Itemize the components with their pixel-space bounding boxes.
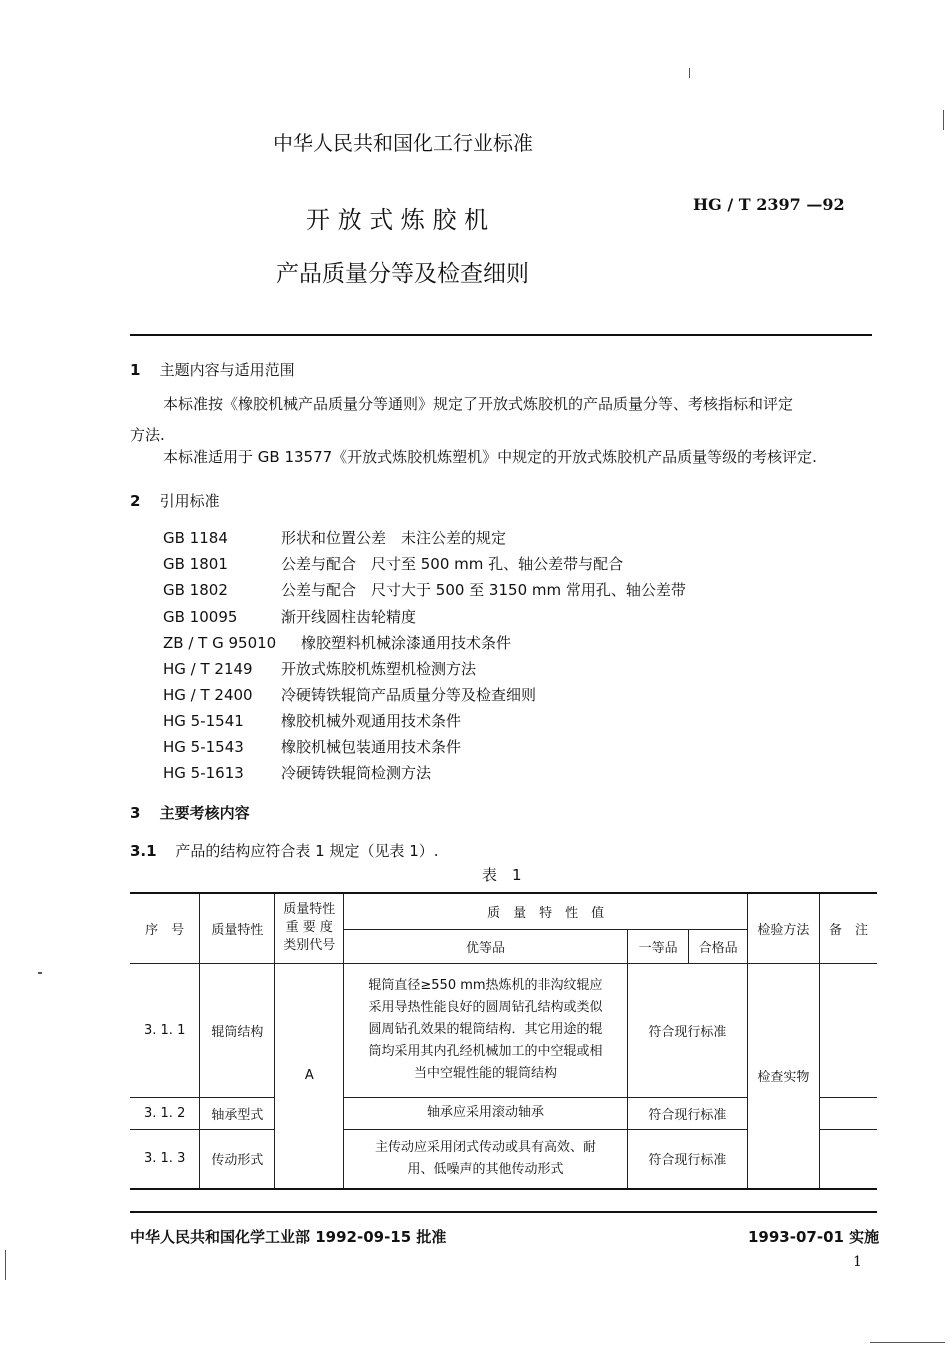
- reference-code: HG 5-1613: [163, 764, 244, 782]
- shared-inspection-method: 检查实物: [747, 963, 819, 1189]
- scan-artifact-mark: [5, 1250, 6, 1280]
- page-number: 1: [853, 1254, 862, 1270]
- header-category-line-3: 类别代号: [283, 938, 336, 954]
- section-1-para-1-line-1: 本标准按《橡胶机械产品质量分等通则》规定了开放式炼胶机的产品质量分等、考核指标和评定: [163, 395, 794, 413]
- row-seq: 3. 1. 1: [130, 963, 200, 1097]
- requirement-line: 主传动应采用闭式传动或具有高效、耐: [374, 1139, 596, 1155]
- row-superior-requirement: [344, 963, 628, 1097]
- table-caption: 表 1: [482, 866, 522, 884]
- approval-line: 中华人民共和国化学工业部 1992-09-15 批准: [130, 1228, 447, 1246]
- header-category-code: [275, 893, 344, 963]
- section-2-heading: [130, 490, 220, 511]
- header-characteristic-values: 质 量 特 性 值: [344, 893, 748, 929]
- scan-artifact-mark: [943, 110, 944, 130]
- section-1-title: 主题内容与适用范围: [159, 361, 295, 379]
- reference-code: HG 5-1541: [163, 712, 244, 730]
- row-remark: [819, 963, 877, 1097]
- header-remark: 备 注: [819, 893, 877, 963]
- reference-item: [163, 736, 461, 757]
- reference-item: [163, 579, 686, 600]
- section-3-heading: [130, 802, 250, 823]
- reference-title: 形状和位置公差 未注公差的规定: [281, 529, 507, 547]
- reference-item: [163, 710, 461, 731]
- header-rule: [130, 334, 872, 336]
- reference-item: [163, 684, 536, 705]
- header-quality-characteristic: 质量特性: [200, 893, 275, 963]
- quality-table: [130, 892, 877, 1190]
- row-characteristic: 辊筒结构: [200, 963, 275, 1097]
- row-remark: [819, 1129, 877, 1189]
- section-1-para-2: 本标准适用于 GB 13577《开放式炼胶机炼塑机》中规定的开放式炼胶机产品质量等级的考核评定.: [163, 448, 817, 466]
- shared-category-code: A: [275, 963, 344, 1189]
- reference-item: [163, 606, 416, 627]
- requirement-line: 圆周钻孔效果的辊筒结构．其它用途的辊: [368, 1022, 603, 1037]
- reference-code: HG 5-1543: [163, 738, 244, 756]
- reference-code: GB 10095: [163, 608, 238, 626]
- reference-code: GB 1801: [163, 555, 228, 573]
- footer-rule: [130, 1211, 877, 1213]
- reference-title: 公差与配合 尺寸大于 500 至 3150 mm 常用孔、轴公差带: [281, 581, 686, 599]
- reference-code: GB 1184: [163, 529, 228, 547]
- header-first-grade: 一等品: [627, 929, 689, 963]
- reference-code: HG / T 2149: [163, 660, 253, 678]
- table-row: [130, 963, 877, 1097]
- requirement-line: 辊筒直径≥550 mm热炼机的非沟纹辊应: [368, 978, 603, 993]
- reference-title: 冷硬铸铁辊筒产品质量分等及检查细则: [281, 686, 537, 704]
- row-characteristic: 轴承型式: [200, 1097, 275, 1129]
- header-superior-grade: 优等品: [344, 929, 628, 963]
- row-other-grades: 符合现行标准: [627, 1097, 747, 1129]
- row-superior-requirement: [344, 1097, 628, 1129]
- requirement-line: 用、低噪声的其他传动形式: [407, 1161, 564, 1177]
- section-1-number: 1: [130, 361, 141, 379]
- reference-code: ZB / T G 95010: [163, 634, 277, 652]
- reference-item: [163, 527, 506, 548]
- requirement-line: 采用导热性能良好的圆周钻孔结构或类似: [368, 1000, 603, 1015]
- row-seq: 3. 1. 2: [130, 1097, 200, 1129]
- title-line-2: 产品质量分等及检查细则: [276, 261, 529, 287]
- effective-date: 1993-07-01 实施: [748, 1228, 880, 1246]
- reference-title: 冷硬铸铁辊筒检测方法: [281, 764, 432, 782]
- section-1-para-1-line-2: 方法.: [130, 426, 165, 444]
- reference-title: 橡胶塑料机械涂漆通用技术条件: [301, 634, 512, 652]
- reference-item: [163, 553, 623, 574]
- reference-title: 公差与配合 尺寸至 500 mm 孔、轴公差带与配合: [281, 555, 624, 573]
- scan-artifact-mark: [870, 1342, 945, 1343]
- requirement-line: 轴承应采用滚动轴承: [426, 1105, 544, 1120]
- reference-item: [163, 762, 431, 783]
- subsection-3-1-number: 3.1: [130, 842, 157, 860]
- row-seq: 3. 1. 3: [130, 1129, 200, 1189]
- row-superior-requirement: [344, 1129, 628, 1189]
- subsection-3-1-text: 产品的结构应符合表 1 规定（见表 1）.: [175, 842, 439, 860]
- section-3-number: 3: [130, 804, 141, 822]
- reference-code: HG / T 2400: [163, 686, 253, 704]
- header-category-line-1: 质量特性: [283, 902, 336, 918]
- title-line-1: 开 放 式 炼 胶 机: [306, 206, 489, 234]
- standard-code: HG / T 2397 —92: [693, 195, 845, 214]
- section-2-number: 2: [130, 492, 141, 510]
- reference-item: [163, 658, 476, 679]
- row-characteristic: 传动形式: [200, 1129, 275, 1189]
- scan-artifact-mark: [38, 972, 42, 974]
- header-inspection-method: 检验方法: [747, 893, 819, 963]
- header-seq: 序 号: [130, 893, 200, 963]
- reference-title: 渐开线圆柱齿轮精度: [281, 608, 417, 626]
- reference-title: 开放式炼胶机炼塑机检测方法: [281, 660, 477, 678]
- row-other-grades: 符合现行标准: [627, 963, 747, 1097]
- row-other-grades: 符合现行标准: [627, 1129, 747, 1189]
- reference-code: GB 1802: [163, 581, 228, 599]
- section-1-heading: [130, 359, 295, 380]
- subsection-3-1: [130, 840, 439, 861]
- section-2-title: 引用标准: [159, 492, 220, 510]
- header-qualified-grade: 合格品: [689, 929, 748, 963]
- reference-item: [163, 632, 511, 653]
- reference-title: 橡胶机械包装通用技术条件: [281, 738, 462, 756]
- requirement-line: 筒均采用其内孔经机械加工的中空辊或相: [368, 1044, 603, 1059]
- section-3-title: 主要考核内容: [159, 804, 250, 822]
- header-category-line-2: 重 要 度: [285, 920, 333, 936]
- row-remark: [819, 1097, 877, 1129]
- org-title: 中华人民共和国化工行业标准: [273, 131, 533, 155]
- requirement-line: 当中空辊性能的辊筒结构: [413, 1066, 557, 1081]
- scan-artifact-mark: [689, 68, 690, 78]
- reference-title: 橡胶机械外观通用技术条件: [281, 712, 462, 730]
